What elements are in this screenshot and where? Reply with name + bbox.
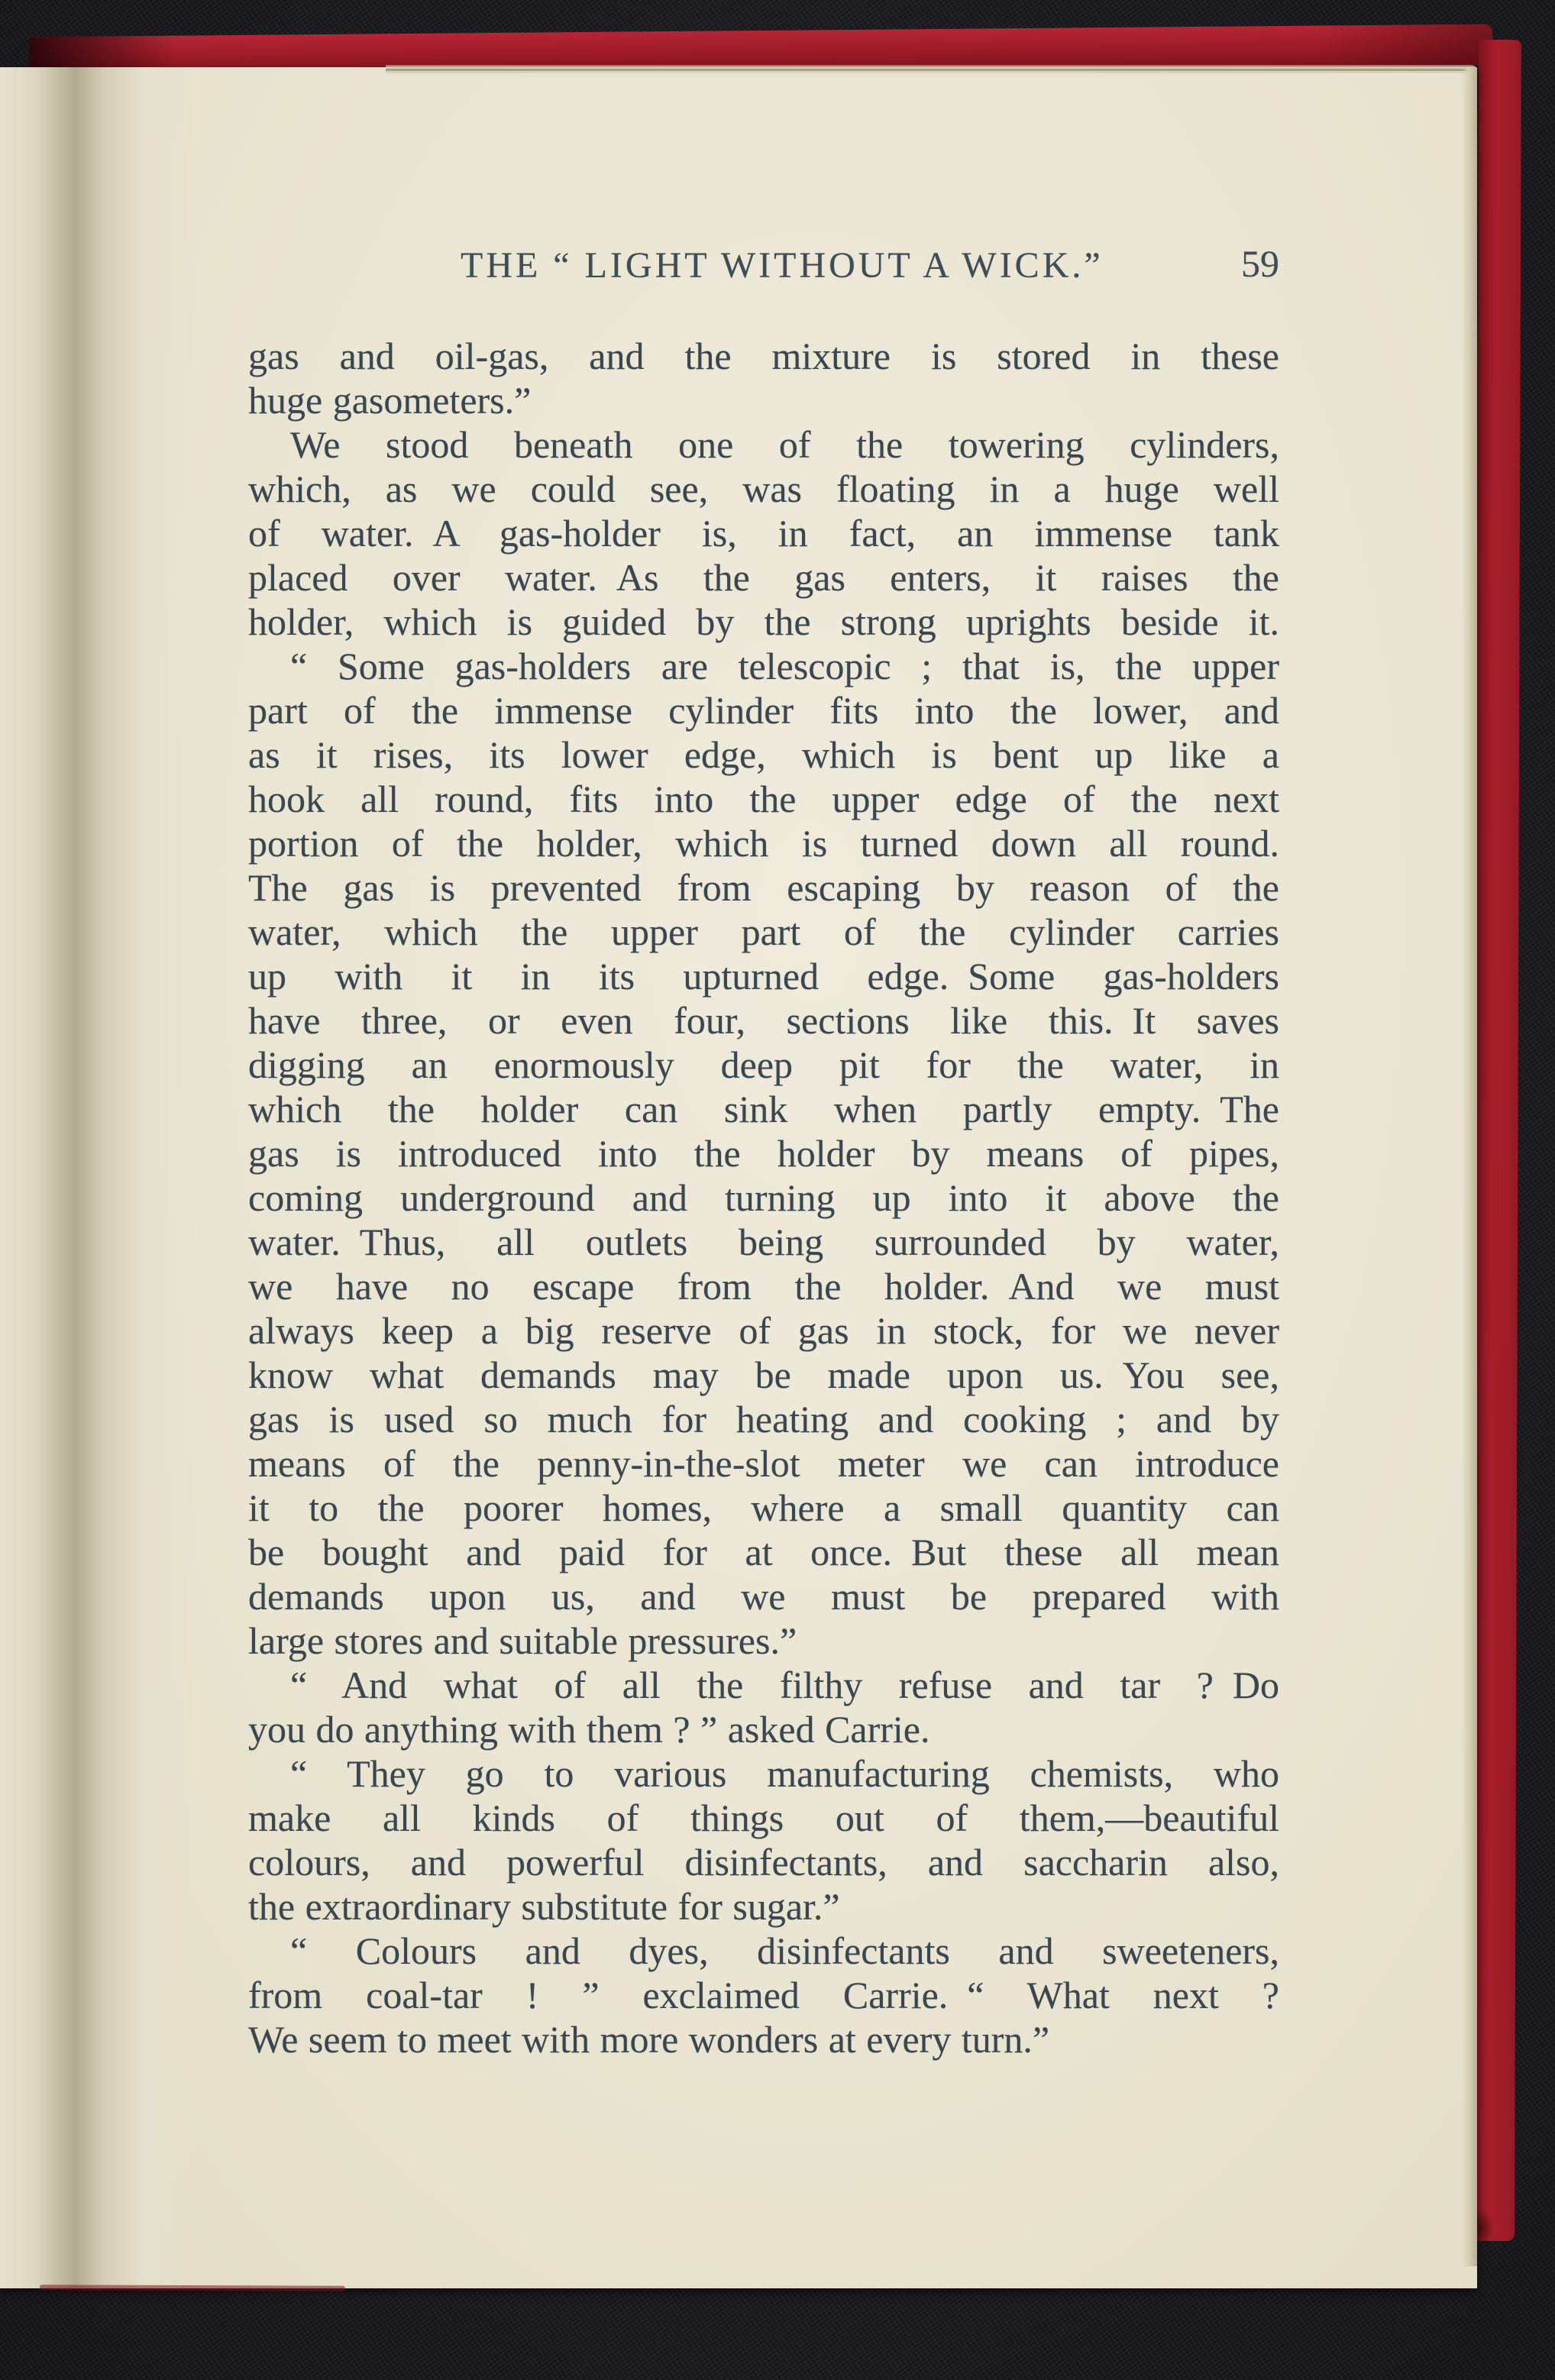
text-line: water, which the upper part of the cylinder carries xyxy=(248,910,1279,953)
running-header xyxy=(248,244,1279,290)
text-line: We stood beneath one of the towering cylinders, xyxy=(290,423,1279,466)
text-line: it to the poorer homes, where a small quantity can xyxy=(248,1486,1279,1529)
text-line: huge gasometers.” xyxy=(248,379,532,422)
text-line: water. Thus, all outlets being surrounded by water, xyxy=(248,1221,1279,1263)
page-edge-stack-right xyxy=(1462,67,1477,2266)
page-gutter-shadow xyxy=(0,67,199,2288)
text-line: we have no escape from the holder. And we must xyxy=(248,1265,1279,1308)
text-line: gas and oil-gas, and the mixture is stored in these xyxy=(248,335,1279,377)
text-line: which, as we could see, was floating in a huge well xyxy=(248,467,1279,510)
text-line: colours, and powerful disinfectants, and saccharin also, xyxy=(248,1841,1279,1884)
page-number: 59 xyxy=(1241,242,1279,285)
text-line: “ They go to various manufacturing chemists, who xyxy=(290,1752,1279,1795)
text-line: make all kinds of things out of them,—beautiful xyxy=(248,1796,1279,1839)
text-line: coming underground and turning up into it above the xyxy=(248,1176,1279,1219)
text-line: placed over water. As the gas enters, it raises the xyxy=(248,556,1279,599)
text-line: the extraordinary substitute for sugar.” xyxy=(248,1885,840,1928)
text-line: holder, which is guided by the strong uprights beside it. xyxy=(248,600,1279,643)
body-text xyxy=(248,334,1279,2061)
text-line: know what demands may be made upon us. You see, xyxy=(248,1353,1279,1396)
page-edge-stack-top xyxy=(386,65,1477,77)
text-line: gas is introduced into the holder by means of pipes, xyxy=(248,1132,1279,1175)
text-line: always keep a big reserve of gas in stock, for we never xyxy=(248,1309,1279,1352)
text-line: portion of the holder, which is turned down all round. xyxy=(248,822,1279,865)
text-line: as it rises, its lower edge, which is bent up like a xyxy=(248,733,1279,776)
text-line: hook all round, fits into the upper edge of the next xyxy=(248,778,1279,820)
book-cover-bottom-sliver xyxy=(40,2285,345,2291)
text-line: part of the immense cylinder fits into the lower, and xyxy=(248,689,1279,732)
text-line: be bought and paid for at once. But these all mean xyxy=(248,1531,1279,1573)
text-line: which the holder can sink when partly empty. The xyxy=(248,1088,1279,1130)
text-line: of water. A gas-holder is, in fact, an immense tank xyxy=(248,512,1279,555)
text-line: up with it in its upturned edge. Some gas-holders xyxy=(248,955,1279,998)
text-line: “ Colours and dyes, disinfectants and sweeteners, xyxy=(290,1929,1279,1972)
text-line: “ Some gas-holders are telescopic ; that is, the upper xyxy=(290,645,1279,687)
text-line: “ And what of all the filthy refuse and tar ? Do xyxy=(290,1664,1279,1706)
text-line: We seem to meet with more wonders at every turn.” xyxy=(248,2018,1050,2061)
text-line: The gas is prevented from escaping by reason of the xyxy=(248,866,1279,909)
text-line: from coal-tar ! ” exclaimed Carrie. “ What next ? xyxy=(248,1974,1279,2016)
text-line: digging an enormously deep pit for the water, in xyxy=(248,1043,1279,1086)
book-page xyxy=(0,67,1477,2288)
text-line: gas is used so much for heating and cooking ; and by xyxy=(248,1398,1279,1441)
text-line: means of the penny-in-the-slot meter we can introduce xyxy=(248,1442,1279,1485)
book-cover-right-edge xyxy=(1472,40,1521,2241)
text-line: you do anything with them ? ” asked Carrie. xyxy=(248,1708,930,1751)
text-line: demands upon us, and we must be prepared with xyxy=(248,1575,1279,1618)
text-line: large stores and suitable pressures.” xyxy=(248,1619,797,1662)
text-line: have three, or even four, sections like this. It saves xyxy=(248,999,1279,1042)
page-title: THE “ LIGHT WITHOUT A WICK.” xyxy=(461,245,1104,286)
